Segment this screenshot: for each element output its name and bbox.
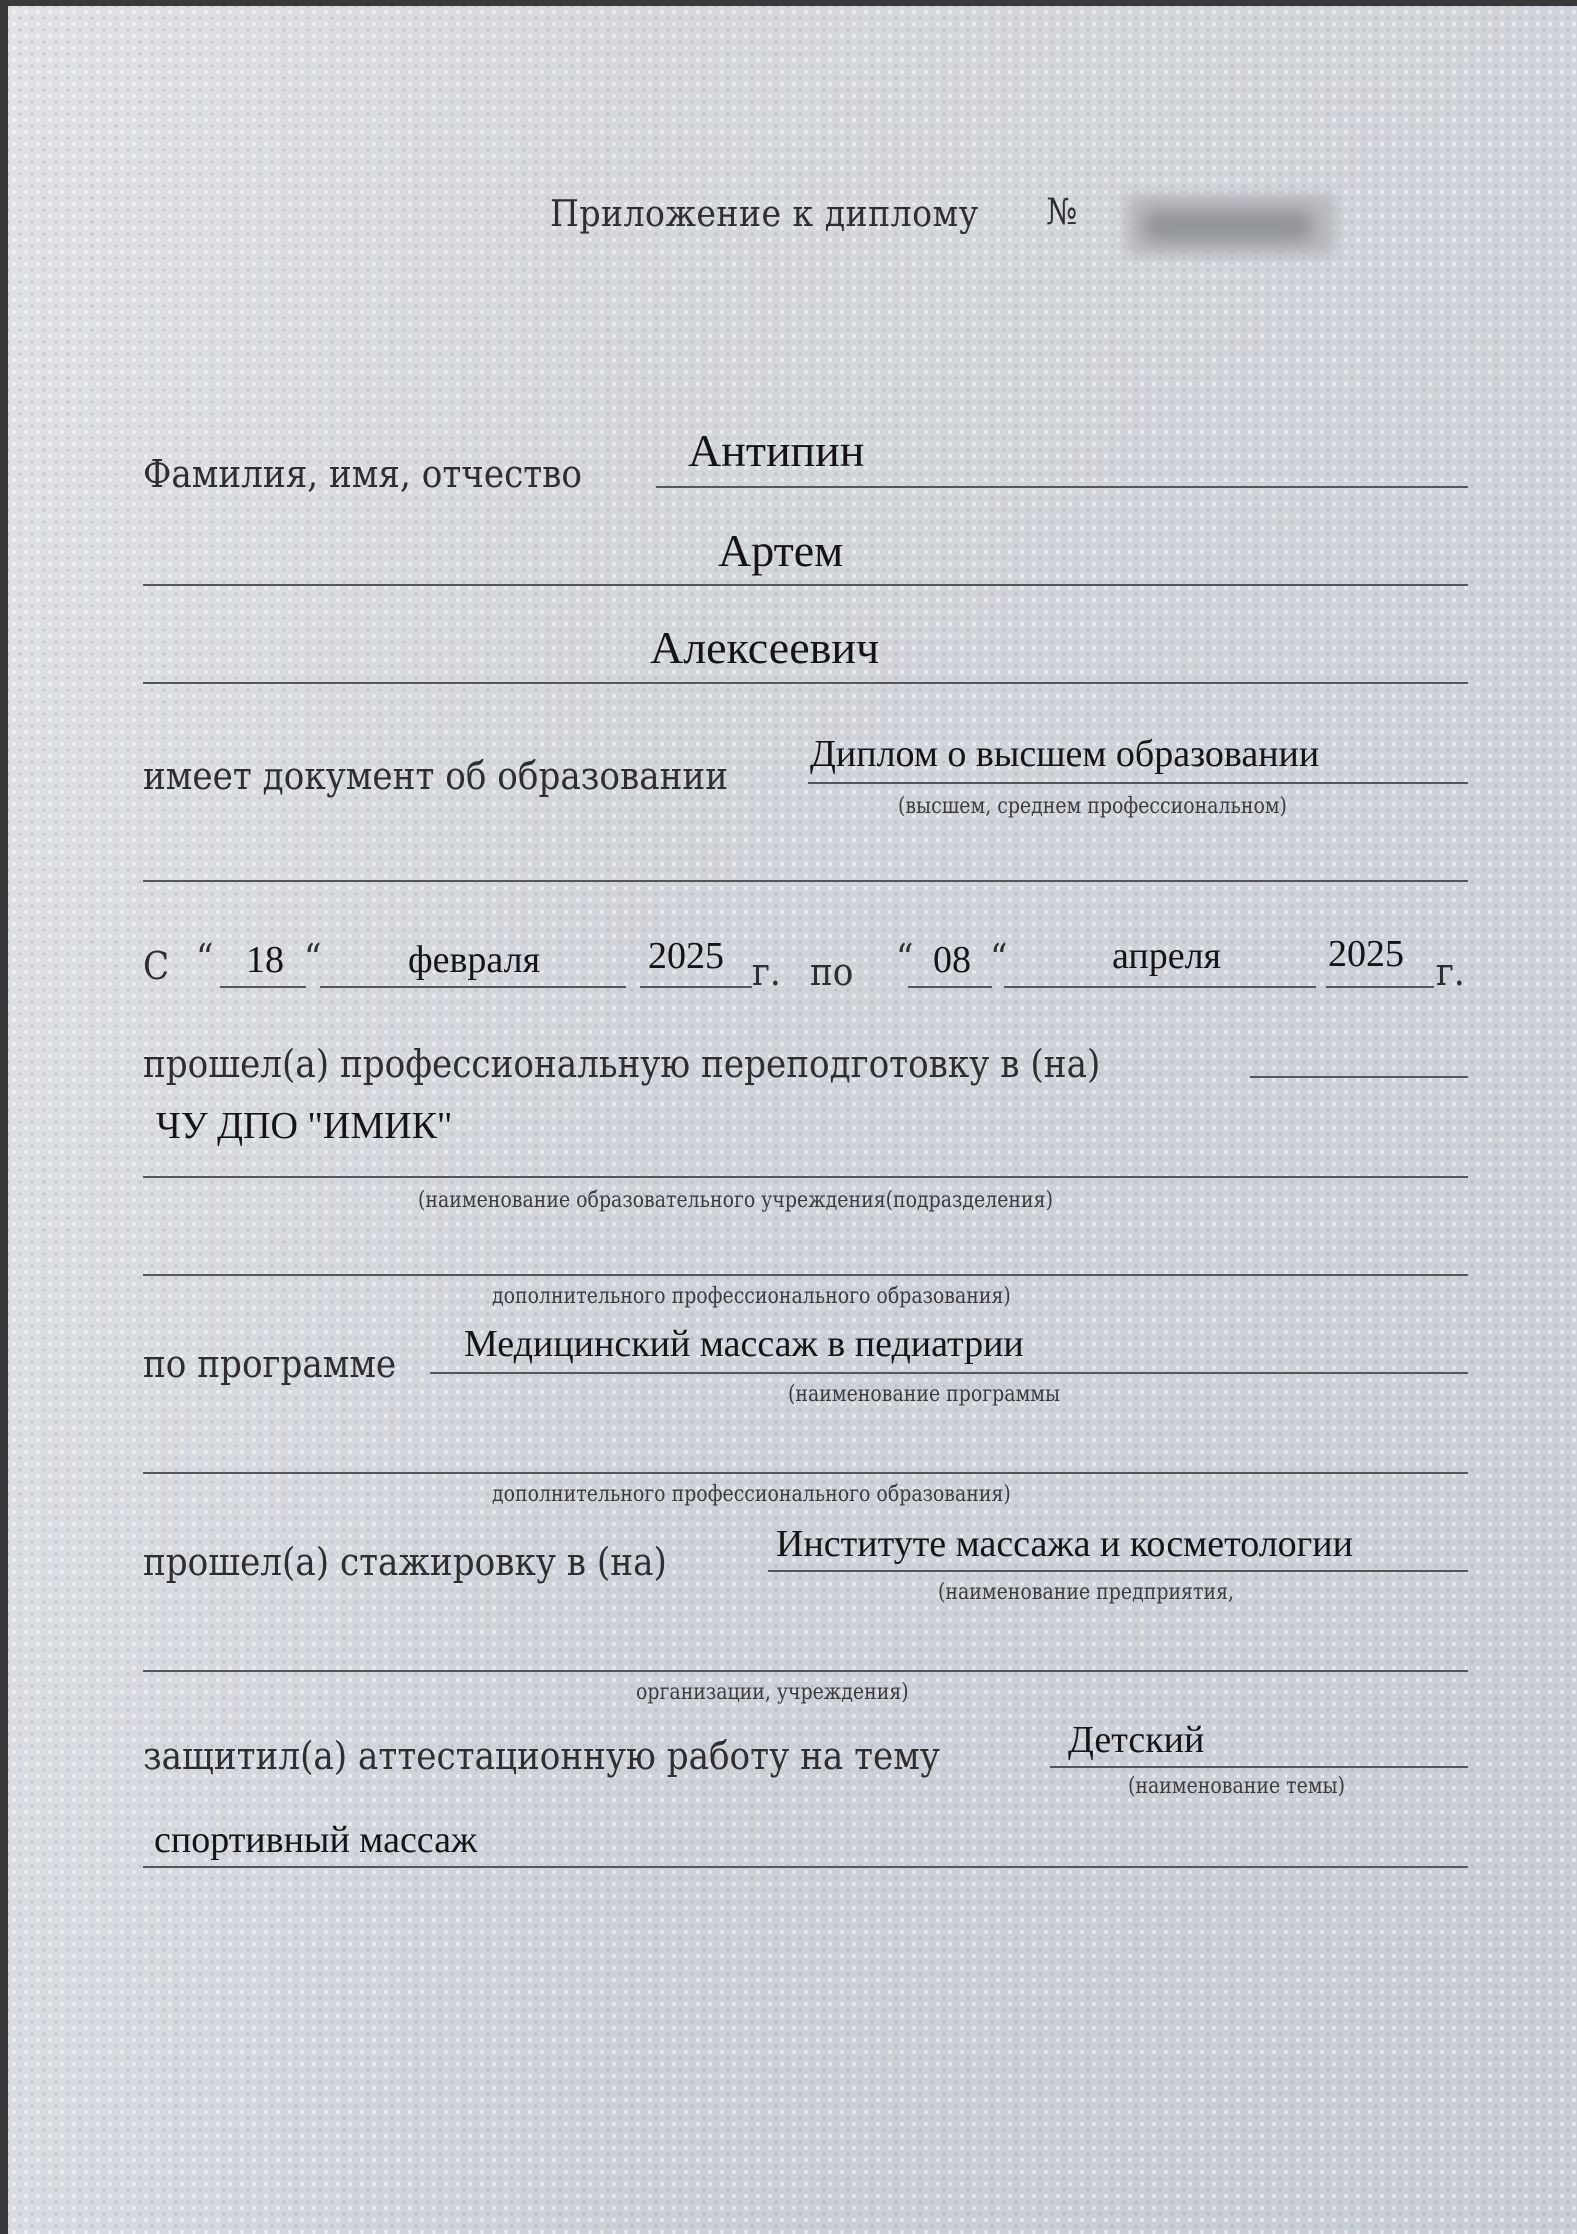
internship-underline bbox=[768, 1570, 1468, 1572]
fio-underline-2 bbox=[143, 584, 1468, 586]
retraining-underline-1 bbox=[1250, 1076, 1468, 1078]
education-hint: (высшем, среднем профессиональном) bbox=[898, 794, 1287, 819]
education-value: Диплом о высшем образовании bbox=[810, 733, 1320, 775]
thesis-value-line2: спортивный массаж bbox=[154, 1819, 478, 1861]
internship-label: прошел(а) стажировку в (на) bbox=[143, 1540, 667, 1584]
internship-value: Институте массажа и косметологии bbox=[776, 1523, 1353, 1565]
redacted-number-mark bbox=[1143, 211, 1313, 241]
date-to-close-quote: “ bbox=[990, 936, 1008, 980]
program-underline bbox=[430, 1372, 1468, 1374]
document-title: Приложение к диплому bbox=[550, 194, 979, 235]
internship-hint-2: организации, учреждения) bbox=[636, 1680, 909, 1705]
date-to-day: 08 bbox=[933, 939, 971, 981]
date-from-month-underline bbox=[320, 986, 626, 988]
date-to-open-quote: “ bbox=[896, 936, 914, 980]
name-value: Артем bbox=[718, 525, 844, 576]
date-to-month: апреля bbox=[1112, 935, 1222, 977]
diploma-supplement-page bbox=[8, 6, 1577, 2234]
program-hint-1: (наименование программы bbox=[788, 1382, 1061, 1407]
date-from-day-underline bbox=[220, 986, 306, 988]
program-label: по программе bbox=[143, 1342, 397, 1386]
date-from-month: февраля bbox=[408, 939, 541, 981]
fio-label: Фамилия, имя, отчество bbox=[143, 452, 583, 496]
date-to-day-underline bbox=[908, 986, 992, 988]
date-to-month-underline bbox=[1004, 986, 1316, 988]
date-from-year: 2025 bbox=[648, 935, 724, 977]
program-underline-2 bbox=[143, 1472, 1468, 1474]
thesis-hint: (наименование темы) bbox=[1128, 1774, 1345, 1799]
date-to-year-suffix: г. bbox=[1436, 950, 1465, 994]
retraining-value: ЧУ ДПО "ИМИК" bbox=[156, 1105, 453, 1147]
fio-underline-3 bbox=[143, 682, 1468, 684]
program-value: Медицинский массаж в педиатрии bbox=[464, 1323, 1024, 1365]
internship-hint-1: (наименование предприятия, bbox=[938, 1580, 1235, 1605]
thesis-value-line1: Детский bbox=[1068, 1719, 1205, 1761]
education-label: имеет документ об образовании bbox=[143, 754, 729, 798]
number-sign: № bbox=[1046, 192, 1078, 233]
patronymic-value: Алексеевич bbox=[650, 622, 880, 673]
date-from-day: 18 bbox=[246, 939, 284, 981]
date-from-open-quote: “ bbox=[196, 936, 214, 980]
date-from-close-quote: “ bbox=[304, 936, 322, 980]
retraining-underline-3 bbox=[143, 1274, 1468, 1276]
date-from-prefix: С bbox=[143, 944, 170, 988]
retraining-label: прошел(а) профессиональную переподготовку в (на) bbox=[143, 1042, 1101, 1086]
education-underline-2 bbox=[143, 880, 1468, 882]
internship-underline-2 bbox=[143, 1670, 1468, 1672]
date-to-year-underline bbox=[1326, 986, 1434, 988]
thesis-underline-2 bbox=[143, 1866, 1468, 1868]
date-from-year-underline bbox=[640, 986, 752, 988]
program-hint-2: дополнительного профессионального образования) bbox=[492, 1482, 1011, 1507]
fio-underline-1 bbox=[656, 486, 1468, 488]
date-from-year-suffix: г. bbox=[752, 950, 781, 994]
date-to-prefix: по bbox=[810, 950, 854, 994]
date-to-year: 2025 bbox=[1328, 933, 1404, 975]
education-underline bbox=[808, 782, 1468, 784]
surname-value: Антипин bbox=[688, 425, 865, 476]
retraining-hint-1: (наименование образовательного учреждения(подразделения) bbox=[418, 1188, 1053, 1213]
thesis-label: защитил(а) аттестационную работу на тему bbox=[143, 1734, 941, 1778]
thesis-underline-1 bbox=[1050, 1766, 1468, 1768]
retraining-hint-2: дополнительного профессионального образования) bbox=[492, 1284, 1011, 1309]
retraining-underline-2 bbox=[143, 1176, 1468, 1178]
